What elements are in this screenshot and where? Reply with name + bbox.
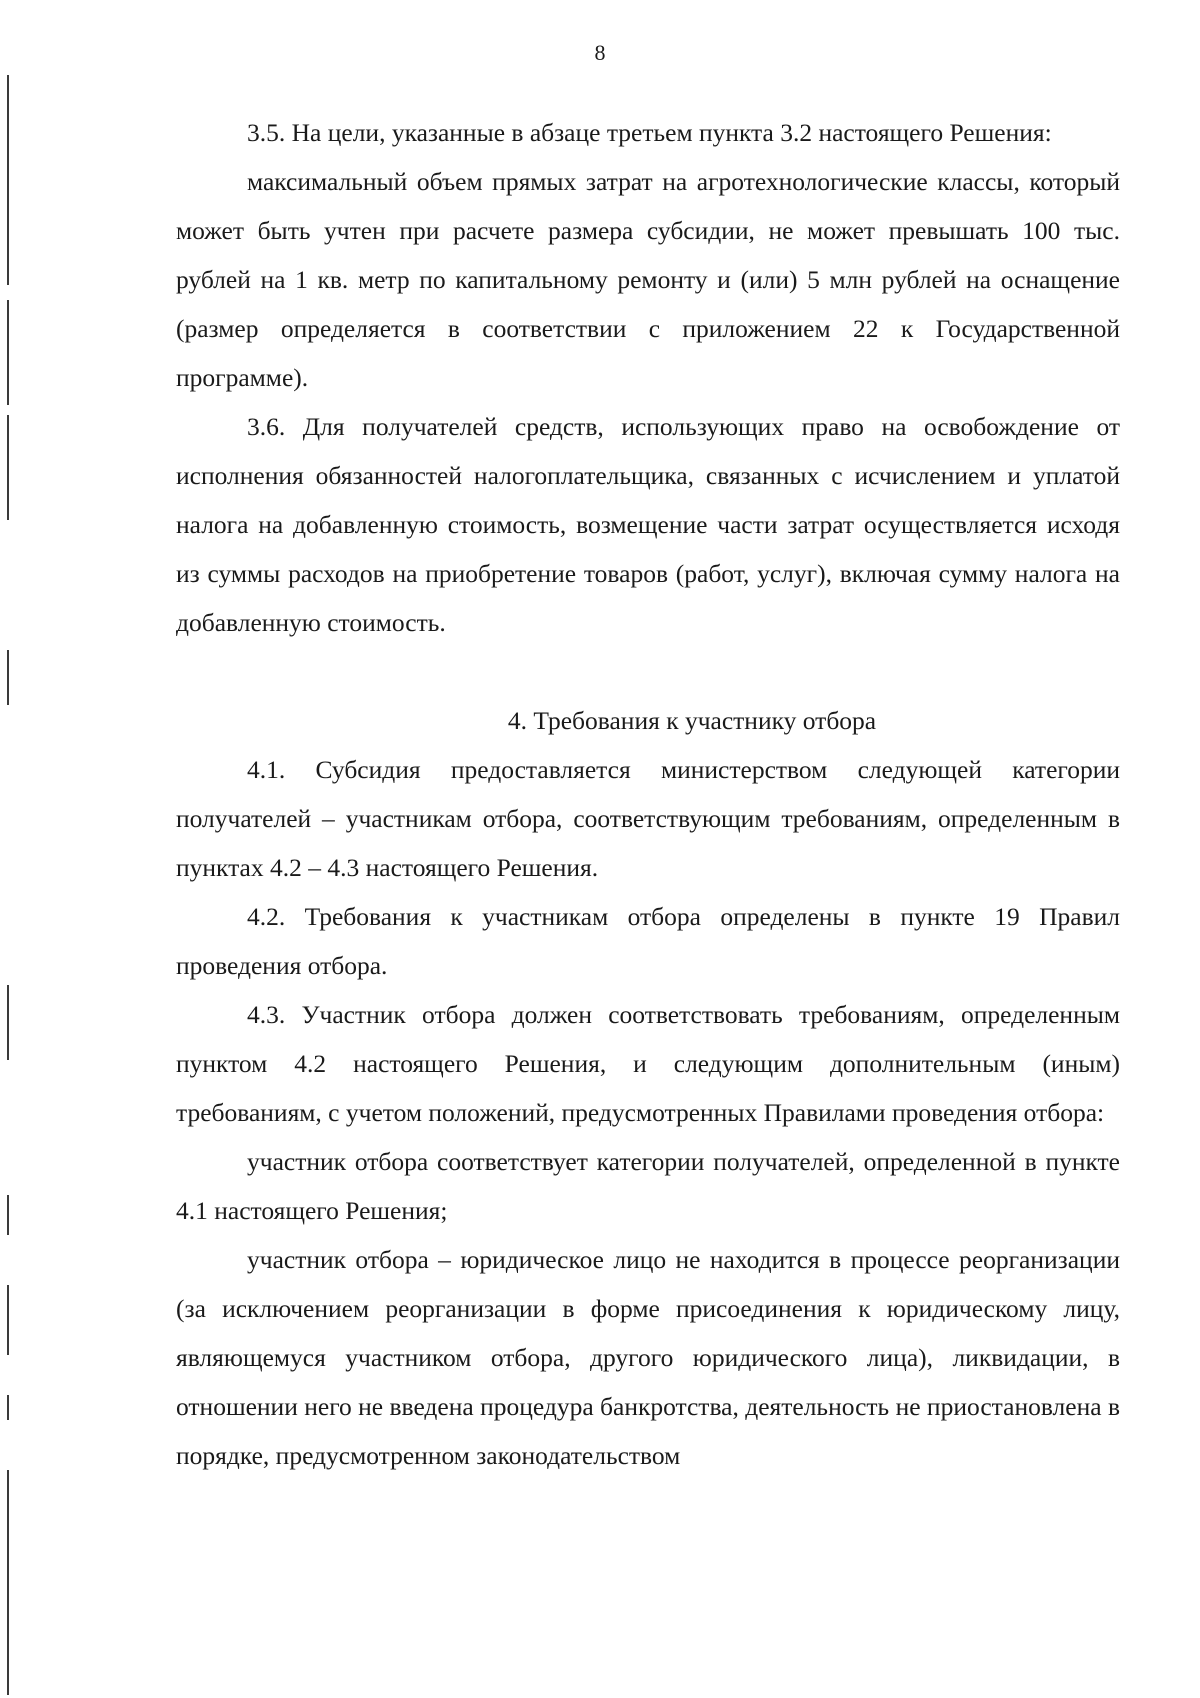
paragraph-category: участник отбора соответствует категории получателей, определенной в пункте 4.1 настоящего Решения;: [176, 1147, 1120, 1225]
scan-edge-line: [7, 415, 9, 520]
paragraph-4-3: 4.3. Участник отбора должен соответствовать требованиям, определенным пунктом 4.2 настоящего Решения, и следующим дополнительным (иным) требованиям, с учетом положений, предусмотренных Правилами проведения отбора:: [176, 1000, 1120, 1127]
paragraph-max-costs: максимальный объем прямых затрат на агротехнологические классы, который может быть учтен при расчете размера субсидии, не может превышать 100 тыс. рублей на 1 кв. метр по капитальному ремонту и (или) 5 млн рублей на оснащение (размер определяется в соответствии с приложением 22 к Государственной программе).: [176, 167, 1120, 392]
scan-edge-line: [7, 1195, 9, 1235]
paragraph-3-6: 3.6. Для получателей средств, использующих право на освобождение от исполнения обязанностей налогоплательщика, связанных с исчислением и уплатой налога на добавленную стоимость, возмещение части затрат осуществляется исходя из суммы расходов на приобретение товаров (работ, услуг), включая сумму налога на добавленную стоимость.: [176, 412, 1120, 637]
document-body: [176, 108, 1120, 1480]
paragraph-4-2: 4.2. Требования к участникам отбора определены в пункте 19 Правил проведения отбора.: [176, 902, 1120, 980]
page-number: 8: [594, 40, 606, 65]
paragraph-3-5: 3.5. На цели, указанные в абзаце третьем пункта 3.2 настоящего Решения:: [247, 118, 1052, 147]
paragraph-4-1: 4.1. Субсидия предоставляется министерством следующей категории получателей – участникам отбора, соответствующим требованиям, определенным в пунктах 4.2 – 4.3 настоящего Решения.: [176, 755, 1120, 882]
paragraph-reorganization: участник отбора – юридическое лицо не находится в процессе реорганизации (за исключением реорганизации в форме присоединения к юридическому лицу, являющемуся участником отбора, другого юридического лица), ликвидации, в отношении него не введена процедура банкротства, деятельность не приостановлена в порядке, предусмотренном законодательством: [176, 1245, 1120, 1470]
scan-edge-line: [7, 1395, 9, 1420]
scan-edge-line: [7, 300, 9, 405]
scan-edge-line: [7, 1470, 9, 1695]
section-heading: 4. Требования к участнику отбора: [507, 706, 877, 735]
scan-edge-line: [7, 75, 9, 285]
scan-edge-line: [7, 650, 9, 705]
scan-edge-line: [7, 985, 9, 1060]
scan-edge-line: [7, 1285, 9, 1355]
